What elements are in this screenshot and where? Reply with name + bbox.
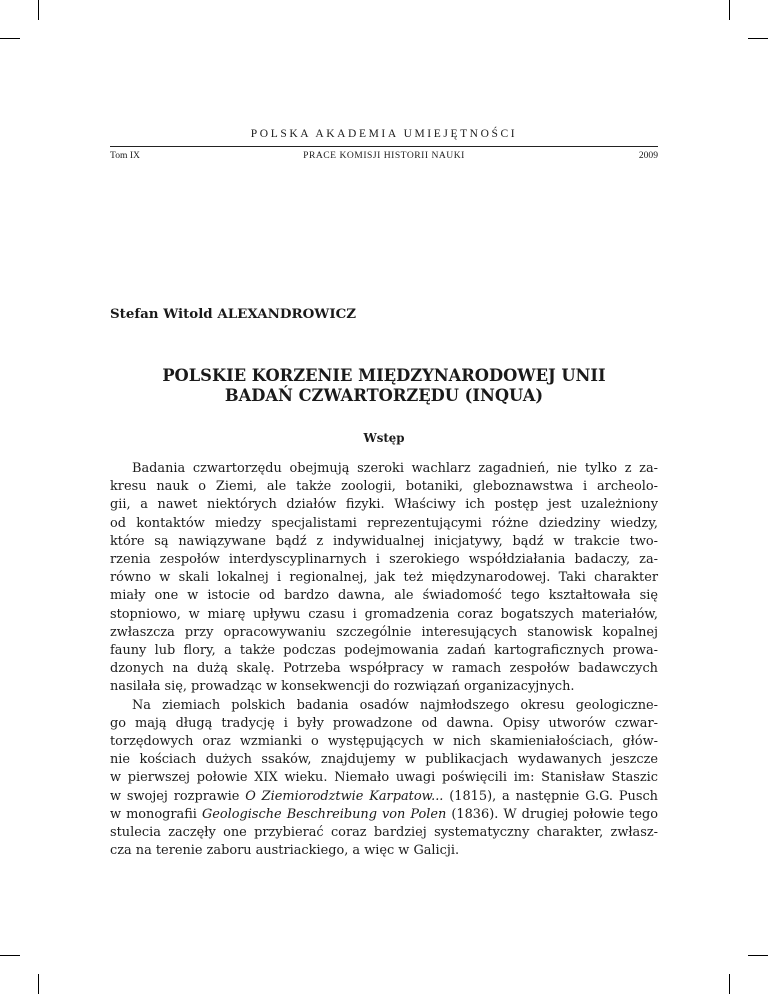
volume-label: Tom IX [110,150,140,161]
body-line: torzędowych oraz wzmianki o występujących w nich skamieniałościach, głów- [110,734,658,750]
body-line: nie kościach dużych ssaków, znajdujemy w publikacjach wydawanych jeszcze [110,752,658,768]
body-line: równo w skali lokalnej i regionalnej, jak też międzynarodowej. Taki charakter [110,570,658,586]
body-line: w pierwszej połowie XIX wieku. Niemało uwagi poświęcili im: Stanisław Staszic [110,770,658,786]
body-line [110,806,658,824]
series-name: PRACE KOMISJI HISTORII NAUKI [303,150,465,161]
crop-mark [38,0,39,20]
text-run: (1815), a następnie G.G. Pusch [443,788,658,804]
text-run: w swojej rozprawie [110,788,246,804]
body-line: które są nawiązywane bądź z indywidualnej inicjatywy, bądź w trakcie two- [110,533,658,549]
author-name: Stefan Witold ALEXANDROWICZ [110,306,357,322]
body-line: gii, a nawet niektórych działów fizyki. Właściwy ich postęp jest uzależniony [110,497,658,513]
header-rule [110,146,658,147]
section-heading: Wstęp [363,431,405,445]
body-line: nasilała się, prowadząc w konsekwencji do rozwiązań organizacyjnych. [110,679,575,695]
body-line: go mają długą tradycję i były prowadzone od dawna. Opisy utworów czwar- [110,715,658,731]
body-line: rzenia zespołów interdyscyplinarnych i szerokiego współdziałania badaczy, za- [110,552,658,568]
article-title [0,366,768,406]
body-line: miały one w istocie od bardzo dawna, ale świadomość tego kształtowała się [110,588,658,604]
crop-mark [0,38,20,39]
body-line: stulecia zaczęły one przybierać coraz bardziej systematyczny charakter, zwłasz- [110,825,658,841]
crop-mark [748,955,768,956]
title-line: POLSKIE KORZENIE MIĘDZYNARODOWEJ UNII [162,366,606,385]
header-subrow [110,150,658,164]
body-line: cza na terenie zaboru austriackiego, a więc w Galicji. [110,843,460,859]
crop-mark [0,955,20,956]
crop-mark [729,0,730,20]
crop-mark [729,974,730,994]
body-line: Badania czwartorzędu obejmują szeroki wachlarz zagadnień, nie tylko z za- [132,461,658,476]
body-line: zwłaszcza przy opracowywaniu szczególnie interesujących stanowisk kopalnej [110,624,658,640]
article-body [110,460,658,860]
year-label: 2009 [638,150,658,161]
academy-name: POLSKA AKADEMIA UMIEJĘTNOŚCI [250,128,518,140]
body-line: Na ziemiach polskich badania osadów najmłodszego okresu geologiczne- [132,697,658,713]
body-line: dzonych na dużą skalę. Potrzeba współpracy w ramach zespołów badawczych [110,661,658,677]
cited-work-title: Geologische Beschreibung von Polen [201,806,447,822]
cited-work-title: O Ziemiorodztwie Karpatow... [245,788,444,804]
title-line: BADAŃ CZWARTORZĘDU (INQUA) [224,386,544,405]
body-line: stopniowo, w miarę upływu czasu i gromadzenia coraz bogatszych materiałów, [110,606,658,622]
text-run: (1836). W drugiej połowie tego [446,806,658,822]
body-line: fauny lub flory, a także podczas podejmowania zadań kartograficznych prowa- [110,643,658,659]
crop-mark [748,38,768,39]
text-run: w monografii [110,806,202,822]
body-line [110,788,658,806]
body-line: od kontaktów miedzy specjalistami reprezentującymi różne dziedziny wiedzy, [110,515,658,531]
crop-mark [38,974,39,994]
body-line: kresu nauk o Ziemi, ale także zoologii, botaniki, gleboznawstwa i archeolo- [110,479,658,495]
